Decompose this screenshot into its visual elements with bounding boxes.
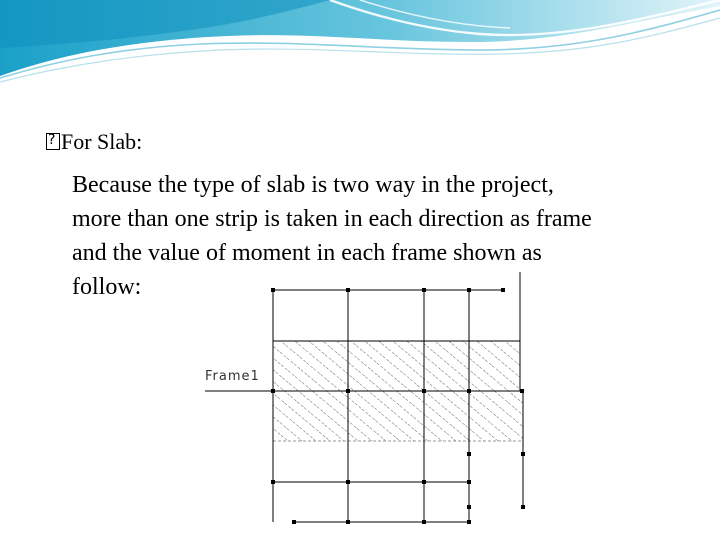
slab-frame-drawing — [195, 270, 535, 532]
paragraph-line: follow: — [72, 274, 142, 300]
paragraph-line: more than one strip is taken in each direction as frame — [72, 206, 592, 232]
bullet-heading — [46, 129, 142, 155]
heading-text: For Slab: — [61, 129, 143, 154]
frame-strip-lower — [273, 391, 523, 441]
paragraph-line: Because the type of slab is two way in the project, — [72, 172, 554, 198]
paragraph-line: and the value of moment in each frame shown as — [72, 240, 542, 266]
frame-label: Frame1 — [205, 369, 260, 384]
header-wave-decoration — [0, 0, 720, 90]
missing-glyph-bullet-icon — [46, 133, 60, 150]
frame-strip-upper — [273, 341, 520, 391]
